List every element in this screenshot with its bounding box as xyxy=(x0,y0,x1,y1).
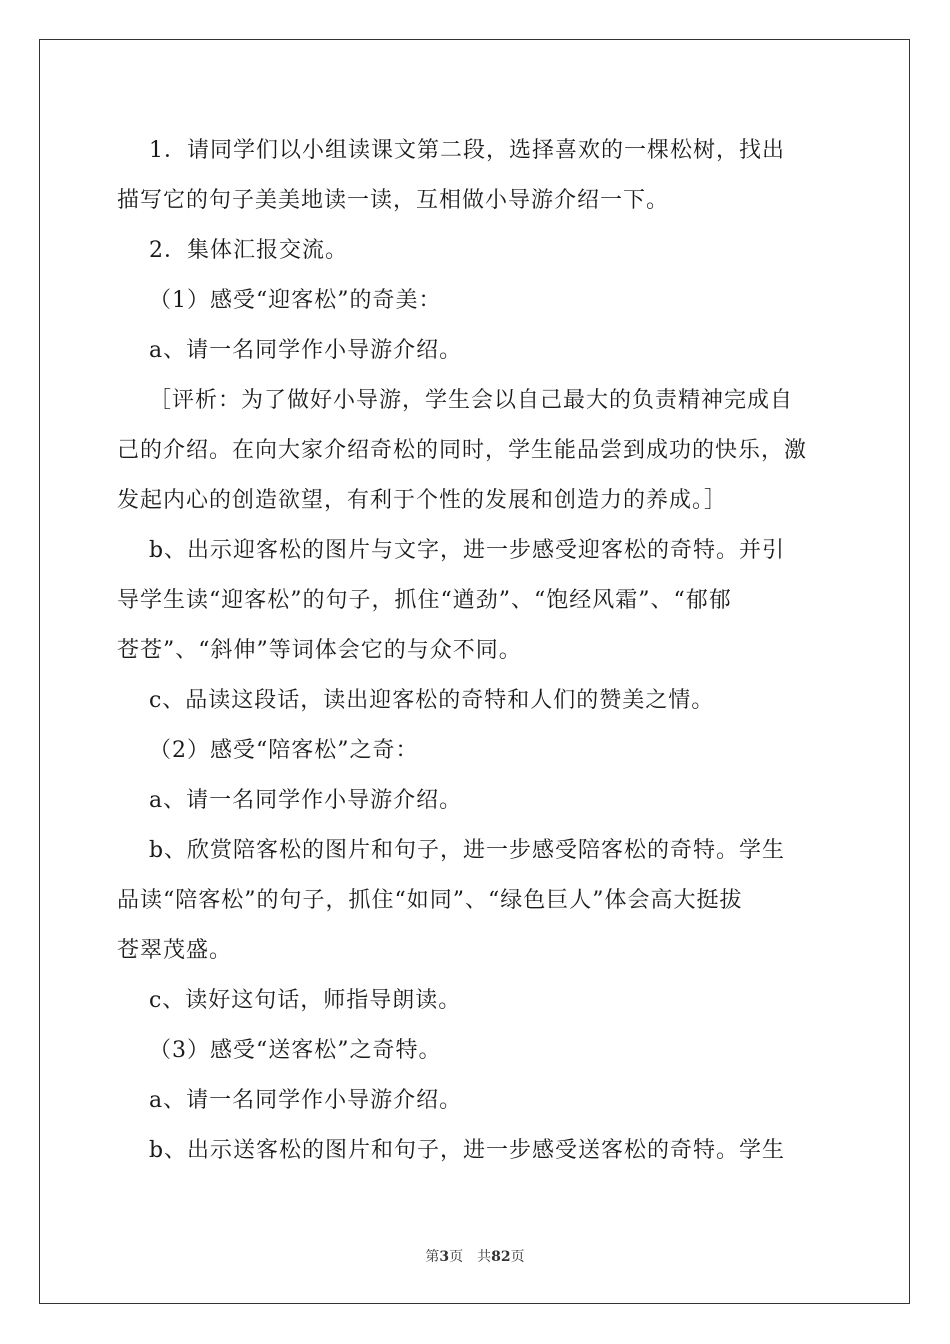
text-line: b、出示迎客松的图片与文字，进一步感受迎客松的奇特。并引 xyxy=(117,538,786,563)
text-line: 发起内心的创造欲望，有利于个性的发展和创造力的养成。］ xyxy=(117,488,728,513)
total-suffix: 页 xyxy=(510,1249,525,1265)
text-line: ［评析：为了做好小导游，学生会以自己最大的负责精神完成自 xyxy=(117,388,793,413)
page-suffix: 页 xyxy=(449,1249,464,1265)
text-line: 描写它的句子美美地读一读，互相做小导游介绍一下。 xyxy=(117,188,670,213)
text-line: 苍苍”、“斜伸”等词体会它的与众不同。 xyxy=(117,638,522,663)
text-line: 己的介绍。在向大家介绍奇松的同时，学生能品尝到成功的快乐，激 xyxy=(117,438,808,463)
total-pages: 82 xyxy=(491,1249,511,1265)
text-line: b、出示送客松的图片和句子，进一步感受送客松的奇特。学生 xyxy=(117,1138,786,1163)
text-line: （3）感受“送客松”之奇特。 xyxy=(117,1038,442,1063)
text-line: 1．请同学们以小组读课文第二段，选择喜欢的一棵松树，找出 xyxy=(117,138,785,163)
page-prefix: 第 xyxy=(425,1249,440,1265)
total-prefix: 共 xyxy=(477,1249,492,1265)
text-line: b、欣赏陪客松的图片和句子，进一步感受陪客松的奇特。学生 xyxy=(117,838,786,863)
page-footer xyxy=(0,1246,950,1266)
text-line: （2）感受“陪客松”之奇： xyxy=(117,738,419,763)
text-line: c、读好这句话，师指导朗读。 xyxy=(117,988,462,1013)
text-line: 导学生读“迎客松”的句子，抓住“遒劲”、“饱经风霜”、“郁郁 xyxy=(117,588,732,613)
text-line: 品读“陪客松”的句子，抓住“如同”、“绿色巨人”体会高大挺拔 xyxy=(117,888,743,913)
document-body xyxy=(117,126,833,1176)
page-number: 3 xyxy=(439,1249,450,1265)
text-line: c、品读这段话，读出迎客松的奇特和人们的赞美之情。 xyxy=(117,688,715,713)
text-line: （1）感受“迎客松”的奇美： xyxy=(117,288,442,313)
text-line: a、请一名同学作小导游介绍。 xyxy=(117,788,463,813)
text-line: 苍翠茂盛。 xyxy=(117,938,233,963)
text-line: a、请一名同学作小导游介绍。 xyxy=(117,338,463,363)
text-line: 2．集体汇报交流。 xyxy=(117,238,348,263)
text-line: a、请一名同学作小导游介绍。 xyxy=(117,1088,463,1113)
